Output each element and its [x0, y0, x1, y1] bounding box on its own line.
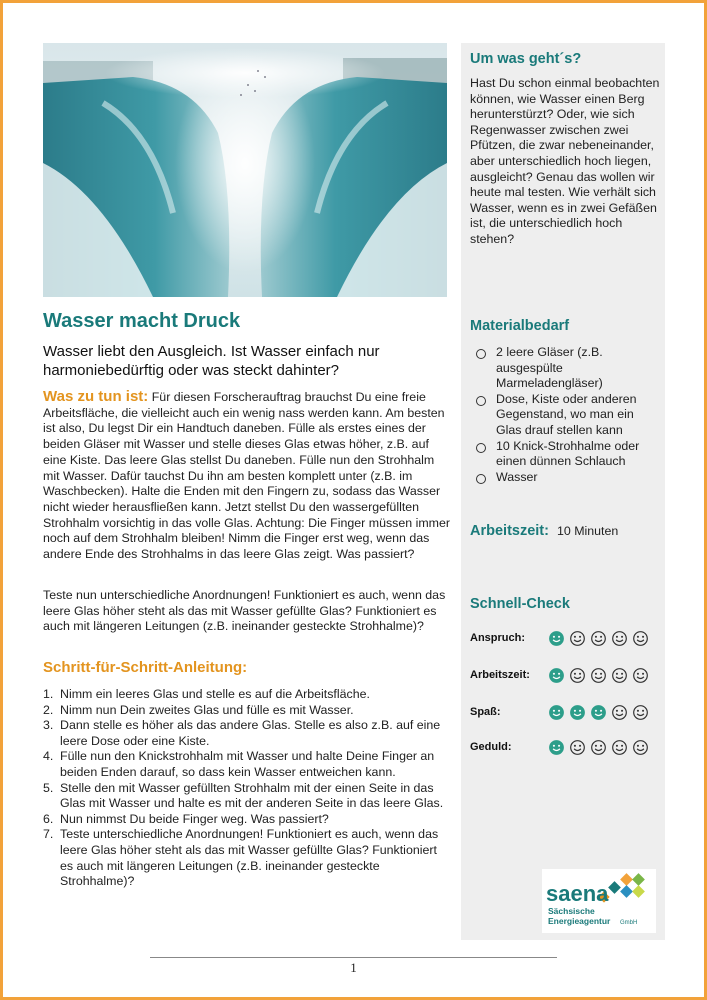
list-item: 10 Knick-Strohhalme oder einen dünnen Schlauch [476, 439, 661, 470]
smiley-outline-icon [611, 739, 628, 756]
todo-text: Für diesen Forscherauftrag brauchst Du eine freie Arbeitsfläche, die vielleicht auch ein wenig nass werden kann. Am besten ist also, Du legst Dir ein Handtuch daneben. Fülle als erstes eines der beiden Gläser mit Wasser und stelle dieses Glas etwas höher, z.B. auf eine Kiste. Das leere Glas stellst Du daneben. Fülle nun den Strohhalm mit Wasser. Dafür tauchst Du ihn am besten komplett unter (z.B. im Waschbecken). Halte die Enden mit den Fingern zu, sodass das Wasser nicht wieder herausfließen kann. Jetzt stellst Du den wassergefüllten Strohhalm vorsichtig in das volle Glas. Achtung: Die Finger müssen immer noch auf dem Strohhalm bleiben! Nimm die Finger erst weg, wenn das andere Ende des Strohhalms in das leere Glas zeigt. Was passiert? [43, 390, 450, 562]
list-item: 7. Teste unterschiedliche Anordnungen! Funktioniert es auch, wenn das leere Glas höher steht als das mit Wasser gefüllte Glas? Funktioniert es auch mit längeren Leitungen (z.B. ineinander gesteckte Strohhalme)? [43, 827, 439, 889]
page-number: 1 [350, 960, 357, 975]
test-paragraph: Teste nun unterschiedliche Anordnungen! Funktioniert es auch, wenn das leere Glas höher steht als das mit Wasser gefüllte Glas? Funktioniert es auch mit längeren Leitungen (z.B. ineinander gesteckte Strohhalme)? [43, 588, 446, 634]
smiley-filled-icon [548, 667, 565, 684]
rating-icons [548, 704, 649, 721]
smiley-filled-icon [548, 704, 565, 721]
list-item: 5. Stelle den mit Wasser gefüllten Strohhalm mit der einen Seite in das Glas mit Wasser und halte es mit der anderen Seite in das leere Glas. [43, 780, 444, 811]
material-heading: Materialbedarf [470, 318, 570, 334]
quickcheck-heading: Schnell-Check [470, 596, 570, 612]
intro-text: Wasser liebt den Ausgleich. Ist Wasser einfach nur harmoniebedürftig oder was steckt dahinter? [43, 343, 380, 379]
about-text: Hast Du schon einmal beobachten können, wie Wasser einen Berg herunterstürzt? Oder, wie sich Regenwasser zwischen zwei Pfützen, die zwar nebeneinander, aber unterschiedlich hoch liegen, ausgleicht? Genau das wollen wir heute mal testen. Wie verhält sich Wasser, wenn es in zwei Gefäßen ist, die unterschiedlich hoch stehen? [470, 76, 660, 246]
smiley-filled-icon [590, 704, 607, 721]
list-item: Wasser [476, 470, 661, 486]
check-row-anspruch: Anspruch: [470, 629, 665, 647]
smiley-outline-icon [569, 630, 586, 647]
smiley-outline-icon [590, 667, 607, 684]
list-item: 6. Nun nimmst Du beide Finger weg. Was passiert? [43, 811, 329, 826]
page-title: Wasser macht Druck [43, 310, 241, 332]
list-item: 2. Nimm nun Dein zweites Glas und fülle es mit Wasser. [43, 702, 354, 717]
smiley-outline-icon [590, 739, 607, 756]
smiley-outline-icon [569, 667, 586, 684]
smiley-outline-icon [611, 704, 628, 721]
logo-line2: Energieagentur [548, 916, 611, 926]
logo-line1: Sächsische [548, 906, 595, 916]
bullet-circle-icon [476, 349, 486, 359]
todo-heading: Was zu tun ist: [43, 388, 149, 405]
smiley-outline-icon [632, 704, 649, 721]
smiley-outline-icon [611, 667, 628, 684]
smiley-outline-icon [611, 630, 628, 647]
bullet-circle-icon [476, 396, 486, 406]
logo-name: saena [546, 881, 609, 906]
smiley-filled-icon [548, 739, 565, 756]
todo-paragraph [43, 389, 453, 563]
about-heading: Um was geht´s? [470, 51, 582, 67]
rating-icons [548, 667, 649, 684]
steps-heading: Schritt-für-Schritt-Anleitung: [43, 659, 248, 676]
smiley-outline-icon [590, 630, 607, 647]
footer-divider [150, 957, 557, 958]
steps-list [43, 687, 453, 890]
smiley-outline-icon [632, 667, 649, 684]
bullet-circle-icon [476, 474, 486, 484]
worktime [470, 523, 618, 539]
list-item: Dose, Kiste oder anderen Gegenstand, wo man ein Glas drauf stellen kann [476, 392, 661, 439]
bullet-circle-icon [476, 443, 486, 453]
rating-icons [548, 739, 649, 756]
worktime-value: 10 Minuten [556, 524, 619, 538]
worktime-label: Arbeitszeit: [470, 523, 549, 539]
smiley-outline-icon [569, 739, 586, 756]
list-item: 4. Fülle nun den Knickstrohhalm mit Wasser und halte Deine Finger an beiden Enden darauf, so dass kein Wasser entweichen kann. [43, 749, 435, 779]
check-row-geduld: Geduld: [470, 738, 665, 756]
sidebar [461, 43, 665, 940]
list-item: 3. Dann stelle es höher als das andere Glas. Stelle es also z.B. auf eine leere Dose oder eine Kiste. [43, 718, 441, 748]
waterfall-image [43, 43, 447, 297]
smiley-outline-icon [632, 739, 649, 756]
saena-logo [542, 869, 656, 933]
check-row-arbeitszeit: Arbeitszeit: [470, 666, 665, 684]
smiley-filled-icon [569, 704, 586, 721]
list-item: 1. Nimm ein leeres Glas und stelle es auf die Arbeitsfläche. [43, 687, 370, 701]
material-list [476, 345, 661, 485]
rating-icons [548, 630, 649, 647]
logo-suffix: GmbH [620, 920, 638, 926]
smiley-filled-icon [548, 630, 565, 647]
smiley-outline-icon [632, 630, 649, 647]
list-item: 2 leere Gläser (z.B. ausgespülte Marmeladengläser) [476, 345, 661, 392]
check-row-spass: Spaß: [470, 703, 665, 721]
